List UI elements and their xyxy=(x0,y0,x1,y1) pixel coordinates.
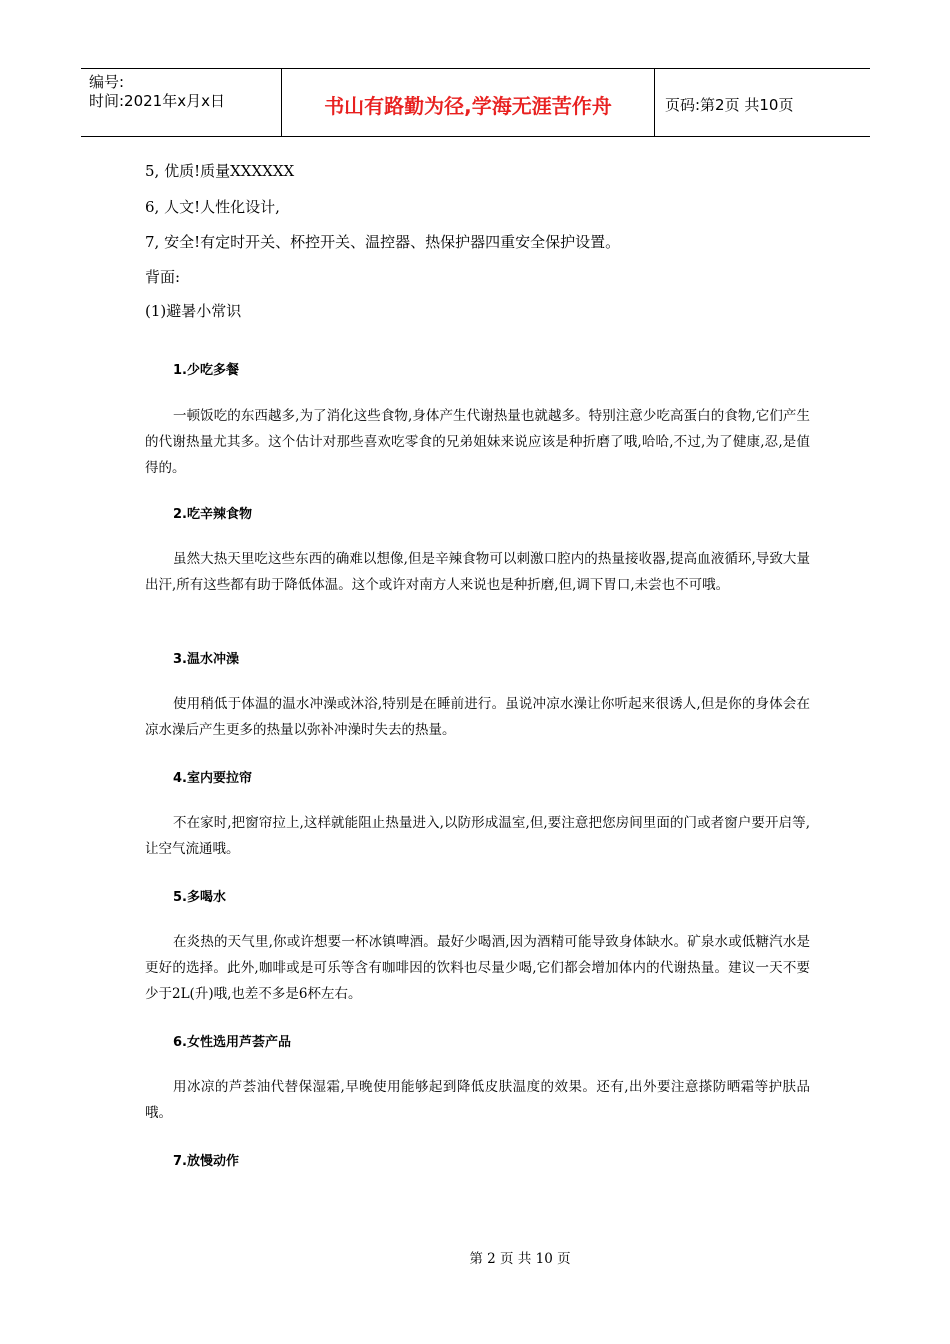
number-label: 编号: xyxy=(89,73,125,91)
tip-paragraph: 使用稍低于体温的温水冲澡或沐浴,特别是在睡前进行。虽说冲凉水澡让你听起来很诱人,但是你的身体会在凉水澡后产生更多的热量以弥补冲澡时失去的热量。 xyxy=(145,696,810,738)
date-label: 时间:2021年x月x日 xyxy=(89,92,225,110)
subsection-title: (1)避暑小常识 xyxy=(145,302,242,320)
page-footer: 第 2 页 共 10 页 xyxy=(469,1251,571,1267)
tip-heading: 6.女性选用芦荟产品 xyxy=(173,1035,291,1050)
tip-paragraph: 用冰凉的芦荟油代替保湿霜,早晚使用能够起到降低皮肤温度的效果。还有,出外要注意搽防晒霜等护肤品哦。 xyxy=(145,1079,810,1121)
header-meta xyxy=(81,69,282,136)
page-header xyxy=(81,68,870,137)
header-page-info: 页码:第2页 共10页 xyxy=(665,96,794,114)
tip-paragraph: 虽然大热天里吃这些东西的确难以想像,但是辛辣食物可以刺激口腔内的热量接收器,提高血液循环,导致大量出汗,所有这些都有助于降低体温。这个或许对南方人来说也是种折磨,但,调下胃口,未尝也不可哦。 xyxy=(145,551,810,593)
tip-heading: 4.室内要拉帘 xyxy=(173,771,252,786)
section-label: 背面: xyxy=(145,268,181,286)
tip-heading: 2.吃辛辣食物 xyxy=(173,507,252,522)
intro-line: 7, 安全!有定时开关、杯控开关、温控器、热保护器四重安全保护设置。 xyxy=(145,233,621,251)
tip-paragraph: 在炎热的天气里,你或许想要一杯冰镇啤酒。最好少喝酒,因为酒精可能导致身体缺水。矿泉水或低糖汽水是更好的选择。此外,咖啡或是可乐等含有咖啡因的饮料也尽量少喝,它们都会增加体内的代谢热量。建议一天不要少于2L(升)哦,也差不多是6杯左右。 xyxy=(145,934,810,1002)
tip-paragraph: 一顿饭吃的东西越多,为了消化这些食物,身体产生代谢热量也就越多。特别注意少吃高蛋白的食物,它们产生的代谢热量尤其多。这个估计对那些喜欢吃零食的兄弟姐妹来说应该是种折磨了哦,哈哈,不过,为了健康,忍,是值得的。 xyxy=(145,408,810,476)
tip-heading: 5.多喝水 xyxy=(173,890,226,905)
tip-heading: 7.放慢动作 xyxy=(173,1154,239,1169)
intro-line: 5, 优质!质量XXXXXX xyxy=(145,162,295,180)
tip-paragraph: 不在家时,把窗帘拉上,这样就能阻止热量进入,以防形成温室,但,要注意把您房间里面的门或者窗户要开启等,让空气流通哦。 xyxy=(145,815,810,857)
intro-line: 6, 人文!人性化设计, xyxy=(145,198,280,216)
tip-heading: 1.少吃多餐 xyxy=(173,363,239,378)
header-motto: 书山有路勤为径,学海无涯苦作舟 xyxy=(282,69,655,136)
tip-heading: 3.温水冲澡 xyxy=(173,652,239,667)
